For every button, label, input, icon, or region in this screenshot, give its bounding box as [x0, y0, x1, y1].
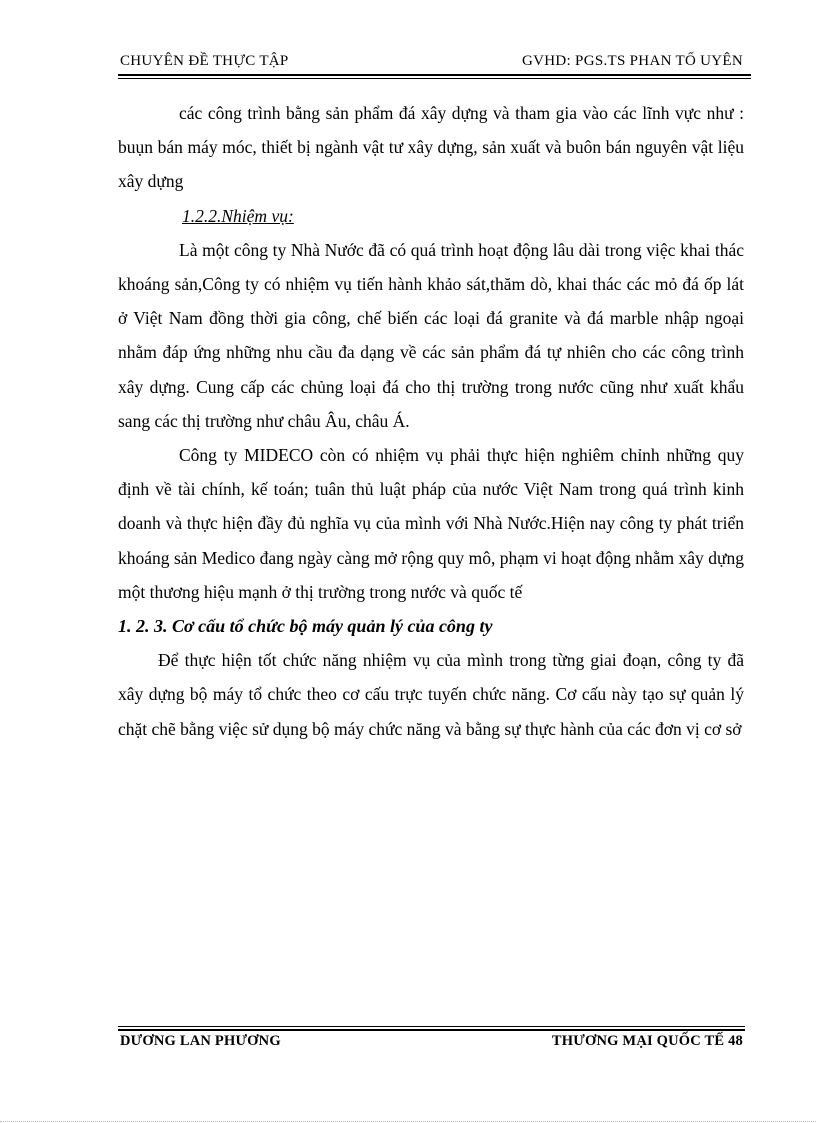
header-supervisor: GVHD: PGS.TS PHAN TỐ UYÊN	[522, 53, 743, 69]
section-heading-structure: 1. 2. 3. Cơ cấu tổ chức bộ máy quản lý của công ty	[118, 616, 493, 637]
paragraph-structure: Để thực hiện tốt chức năng nhiệm vụ của mình trong từng giai đoạn, công ty đã xây dựng bộ máy tổ chức theo cơ cấu trực tuyến chức năng. Cơ cấu này tạo sự quản lý chặt chẽ bằng việc sử dụng bộ máy chức năng và bằng sự thực hành của các đơn vị cơ sở	[118, 650, 744, 739]
subheading-duties: 1.2.2.Nhiệm vụ:	[182, 205, 294, 226]
paragraph-mideco: Công ty MIDECO còn có nhiệm vụ phải thực hiện nghiêm chỉnh những quy định về tài chính, kế toán; tuân thủ luật pháp của nước Việt Nam trong quá trình kinh doanh và thực hiện đầy đủ nghĩa vụ của mình với Nhà Nước.Hiện nay công ty phát triển khoáng sản Medico đang ngày càng mở rộng quy mô, phạm vi hoạt động nhằm xây dựng một thương hiệu mạnh ở thị trường trong nước và quốc tế	[118, 445, 744, 602]
header-title: CHUYÊN ĐỀ THỰC TẬP	[120, 53, 289, 69]
paragraph-intro: các công trình bằng sản phẩm đá xây dựng và tham gia vào các lĩnh vực như : buụn bán máy móc, thiết bị ngành vật tư xây dựng, sản xuất và buôn bán nguyên vật liệu xây dựng	[118, 103, 744, 192]
paragraph-duties: Là một công ty Nhà Nước đã có quá trình hoạt động lâu dài trong việc khai thác khoáng sản,Công ty có nhiệm vụ tiến hành khảo sát,thăm dò, khai thác các mỏ đá ốp lát ở Việt Nam đồng thời gia công, chế biến các loại đá granite và đá marble nhập ngoại nhằm đáp ứng những nhu cầu đa dạng về các sản phẩm đá tự nhiên cho các công trình xây dựng. Cung cấp các chủng loại đá cho thị trường trong nước cũng như xuất khẩu sang các thị trường như châu Âu, châu Á.	[118, 239, 744, 431]
document-body	[118, 96, 744, 746]
footer-author: DƯƠNG LAN PHƯƠNG	[120, 1033, 281, 1049]
footer-page-label: THƯƠNG MẠI QUỐC TẾ 48	[551, 1033, 743, 1049]
page-break-line	[0, 1121, 816, 1122]
page-header	[118, 52, 751, 76]
page-footer	[118, 1026, 745, 1049]
